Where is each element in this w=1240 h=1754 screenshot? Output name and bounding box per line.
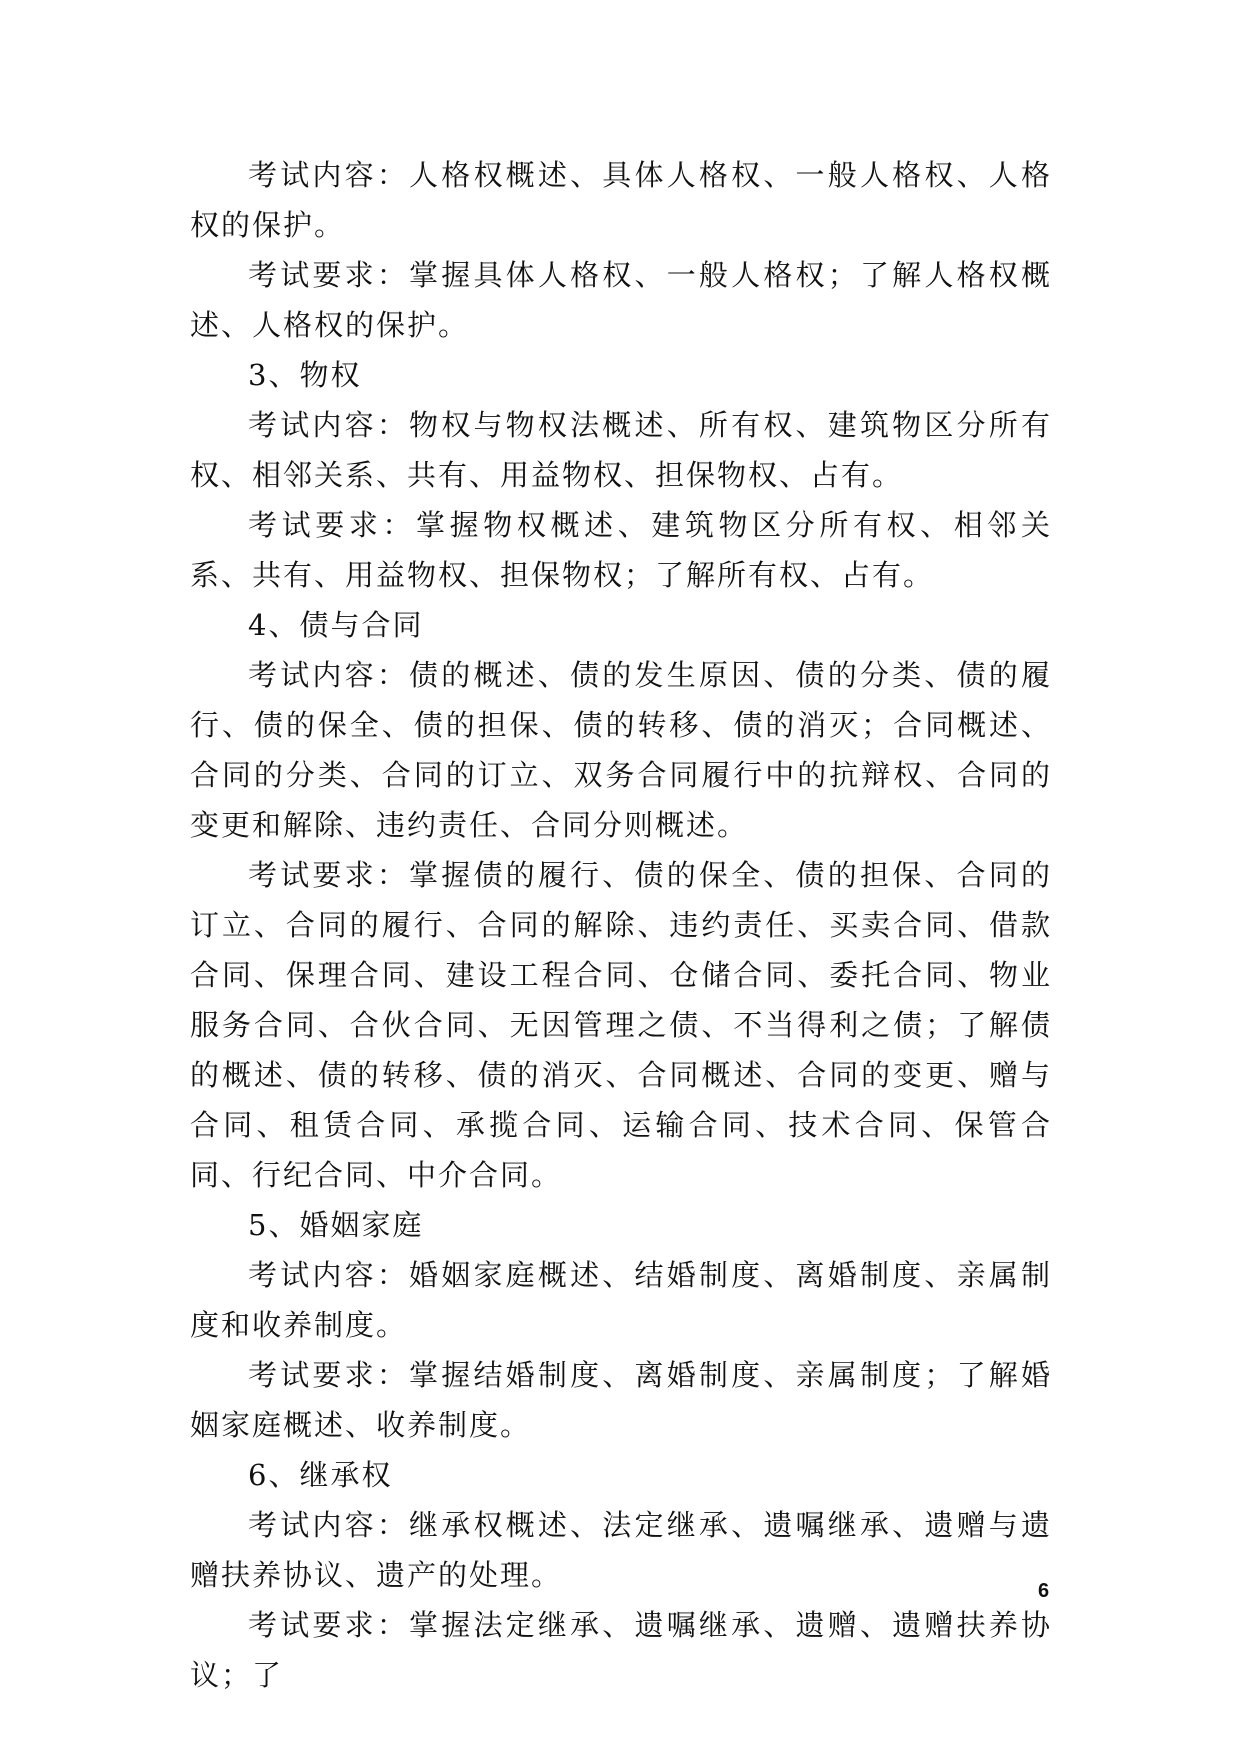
document-body xyxy=(190,150,1052,1700)
paragraph-inheritance-content: 考试内容：继承权概述、法定继承、遗嘱继承、遗赠与遗赠扶养协议、遗产的处理。 xyxy=(190,1508,1052,1592)
section-heading-property-rights: 3、物权 xyxy=(248,358,362,392)
paragraph-marriage-requirements: 考试要求：掌握结婚制度、离婚制度、亲属制度；了解婚姻家庭概述、收养制度。 xyxy=(190,1358,1052,1442)
paragraph-property-rights-requirements: 考试要求：掌握物权概述、建筑物区分所有权、相邻关系、共有、用益物权、担保物权；了解所有权、占有。 xyxy=(190,508,1052,592)
paragraph-marriage-content: 考试内容：婚姻家庭概述、结婚制度、离婚制度、亲属制度和收养制度。 xyxy=(190,1258,1052,1342)
paragraph-inheritance-requirements: 考试要求：掌握法定继承、遗嘱继承、遗赠、遗赠扶养协议；了 xyxy=(190,1608,1052,1692)
section-heading-inheritance: 6、继承权 xyxy=(248,1458,393,1492)
page-number: 6 xyxy=(1038,1580,1050,1602)
paragraph-property-rights-content: 考试内容：物权与物权法概述、所有权、建筑物区分所有权、相邻关系、共有、用益物权、担保物权、占有。 xyxy=(190,408,1052,492)
section-heading-obligations-contracts: 4、债与合同 xyxy=(248,608,424,642)
section-heading-marriage-family: 5、婚姻家庭 xyxy=(248,1208,424,1242)
paragraph-personality-rights-requirements: 考试要求：掌握具体人格权、一般人格权；了解人格权概述、人格权的保护。 xyxy=(190,258,1052,342)
paragraph-personality-rights-content: 考试内容：人格权概述、具体人格权、一般人格权、人格权的保护。 xyxy=(190,158,1052,242)
paragraph-obligations-requirements: 考试要求：掌握债的履行、债的保全、债的担保、合同的订立、合同的履行、合同的解除、违约责任、买卖合同、借款合同、保理合同、建设工程合同、仓储合同、委托合同、物业服务合同、合伙合同、无因管理之债、不当得利之债；了解债的概述、债的转移、债的消灭、合同概述、合同的变更、赠与合同、租赁合同、承揽合同、运输合同、技术合同、保管合同、行纪合同、中介合同。 xyxy=(190,858,1052,1192)
paragraph-obligations-content: 考试内容：债的概述、债的发生原因、债的分类、债的履行、债的保全、债的担保、债的转移、债的消灭；合同概述、合同的分类、合同的订立、双务合同履行中的抗辩权、合同的变更和解除、违约责任、合同分则概述。 xyxy=(190,658,1052,842)
